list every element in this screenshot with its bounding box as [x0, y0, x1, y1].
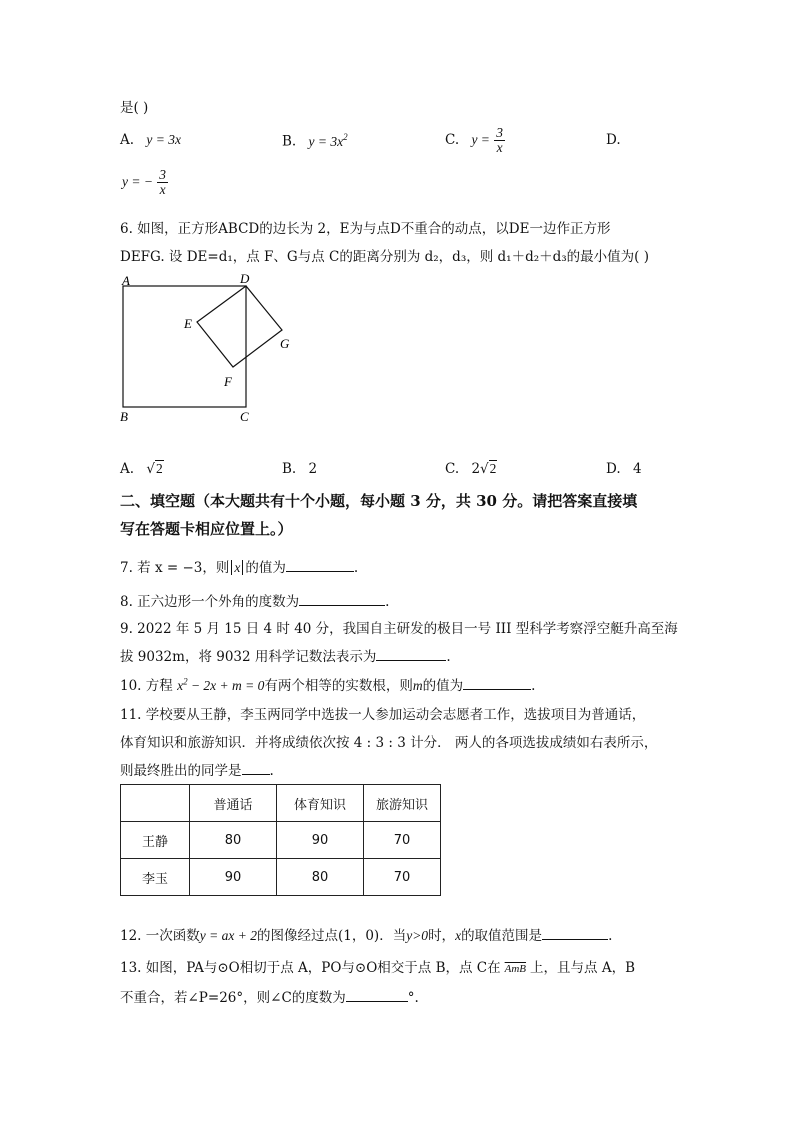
- q5-option-d-label: D.: [606, 132, 621, 148]
- q6-option-d-label: D.: [606, 461, 621, 477]
- q12: [120, 924, 612, 944]
- q11-line3: [120, 759, 274, 779]
- q11-line1: 11. 学校要从王静，李玉两同学中选拔一人参加运动会志愿者工作，选拔项目为普通话，: [120, 707, 646, 723]
- q10-eq-b: − 2x + m = 0: [187, 678, 265, 693]
- q11-line3-text: 则最终胜出的同学是: [120, 763, 242, 779]
- section2-title-line1: 二、填空题（本大题共有十个小题，每小题 3 分，共 30 分。请把答案直接填: [120, 492, 638, 510]
- q9-answer-blank[interactable]: [376, 648, 446, 661]
- q5-option-a-expr: y = 3x: [146, 132, 181, 147]
- q6-line1: 6. 如图，正方形ABCD的边长为 2，E为与点D不重合的动点，以DE一边作正方形: [120, 221, 611, 237]
- q13-line1: [120, 956, 635, 976]
- section2-title-line2: 写在答题卡相应位置上。）: [120, 520, 293, 538]
- q12-answer-blank[interactable]: [542, 927, 608, 940]
- q13-end: °.: [407, 990, 419, 1006]
- table-cell: 80: [277, 859, 364, 896]
- q10-eq-a: x: [177, 678, 184, 693]
- table-cell: 90: [190, 859, 277, 896]
- q7-end: .: [353, 560, 359, 576]
- label-b: B: [120, 409, 128, 424]
- q6-line2: DEFG. 设 DE=d₁，点 F、G与点 C的距离分别为 d₂，d₃，则 d₁＋d₂＋d₃的最小值为( ): [120, 249, 650, 265]
- q12-pre: 12. 一次函数: [120, 928, 200, 944]
- q6-option-a: [120, 461, 164, 477]
- q6-option-c-coef: 2: [471, 461, 481, 477]
- table-cell: 70: [364, 822, 441, 859]
- q9-line2: [120, 645, 451, 665]
- q5-option-d-lhs: y = −: [122, 174, 153, 190]
- label-c: C: [240, 409, 249, 424]
- q5-option-b-label: B.: [282, 133, 297, 150]
- q13-line2: [120, 986, 419, 1006]
- q7-answer-blank[interactable]: [286, 559, 354, 572]
- q5-option-a: [120, 132, 181, 148]
- label-f: F: [224, 374, 232, 389]
- q7-post: 的值为: [245, 560, 286, 576]
- q6-option-a-rad: 2: [155, 461, 163, 476]
- table-cell: 70: [364, 859, 441, 896]
- q13-answer-blank[interactable]: [346, 989, 408, 1002]
- q5-option-b: [282, 132, 348, 150]
- q10-post: 的值为: [422, 678, 464, 694]
- q5-option-c-lhs: y =: [471, 132, 490, 148]
- square-defg: [197, 286, 282, 367]
- table-cell: 王静: [121, 822, 190, 859]
- q5-option-c-fraction: [494, 126, 505, 155]
- table-header-cell: 普通话: [190, 785, 277, 822]
- table-header-cell: [121, 785, 190, 822]
- q10: [120, 674, 535, 694]
- q6-option-c-sqrt: √2: [480, 461, 497, 477]
- label-g: G: [280, 336, 290, 351]
- q8: [120, 590, 389, 610]
- q13-arc: $\overline{AmB}$: [504, 963, 527, 975]
- q11-line2: 体育知识和旅游知识．并将成绩依次按 4 : 3 : 3 计分． 两人的各项选拔成绩如右表所示，: [120, 735, 658, 751]
- q10-answer-blank[interactable]: [463, 677, 531, 690]
- q6-option-c-rad: 2: [489, 461, 497, 476]
- q7-pre: 7. 若 x = −3，则: [120, 560, 230, 576]
- table-cell: 80: [190, 822, 277, 859]
- q7: [120, 556, 358, 576]
- score-table: [120, 784, 441, 896]
- table-header-cell: 旅游知识: [364, 785, 441, 822]
- q5-option-c-den: x: [496, 140, 503, 156]
- label-a: A: [122, 273, 130, 288]
- table-row: [121, 859, 441, 896]
- q5-option-a-label: A.: [120, 132, 135, 148]
- q13-line1-post: 上，且与点 A，B: [530, 960, 635, 976]
- q6-option-b-val: 2: [308, 461, 318, 477]
- q13-line1-pre: 13. 如图，PA与⊙O相切于点 A，PO与⊙O相交于点 B，点 C在: [120, 960, 501, 976]
- q12-mid2: 时，: [428, 928, 456, 944]
- q5-option-d-den: x: [159, 182, 166, 198]
- q8-answer-blank[interactable]: [299, 593, 385, 606]
- q6-option-c-label: C.: [445, 461, 460, 477]
- label-d: D: [240, 271, 250, 286]
- q5-option-c-num: 3: [496, 125, 503, 140]
- q12-mid: 的图像经过点(1，0)．当: [256, 928, 407, 944]
- q10-eq-exp: 2: [183, 676, 188, 687]
- q5-option-d-fraction: [157, 168, 168, 197]
- q6-option-d: [606, 461, 642, 477]
- q13-line2-text: 不重合，若∠P=26°，则∠C的度数为: [120, 990, 346, 1006]
- q9-line2-text: 拔 9032m，将 9032 用科学记数法表示为: [120, 649, 377, 665]
- q5-option-b-exp: 2: [343, 132, 348, 142]
- table-cell: 90: [277, 822, 364, 859]
- q10-var: m: [412, 678, 423, 693]
- q6-figure: [112, 270, 302, 430]
- q6-option-c: [445, 461, 497, 477]
- q5-option-c: [445, 126, 505, 155]
- q8-text: 8. 正六边形一个外角的度数为: [120, 594, 300, 610]
- q12-func: y = ax + 2: [199, 928, 257, 943]
- q5-option-d-expr: [122, 168, 168, 197]
- q6-option-b: [282, 461, 317, 477]
- q8-end: .: [385, 594, 390, 610]
- q5-option-b-expr: y = 3x: [308, 133, 344, 149]
- q10-pre: 10. 方程: [120, 678, 173, 694]
- q12-end: .: [608, 928, 613, 944]
- table-row: [121, 822, 441, 859]
- label-e: E: [184, 316, 192, 331]
- q6-option-d-val: 4: [632, 461, 642, 477]
- q11-answer-blank[interactable]: [242, 762, 270, 775]
- q12-post: 的取值范围是: [461, 928, 543, 944]
- q10-end: .: [531, 678, 536, 694]
- q7-abs: x: [231, 560, 243, 575]
- q6-option-a-label: A.: [120, 461, 135, 477]
- q11-end: .: [269, 763, 274, 779]
- q6-option-b-label: B.: [282, 461, 297, 477]
- q5-option-c-label: C.: [445, 132, 460, 149]
- table-header-row: [121, 785, 441, 822]
- q6-option-a-sqrt: √2: [146, 461, 163, 477]
- table-cell: 李玉: [121, 859, 190, 896]
- table-header-cell: 体育知识: [277, 785, 364, 822]
- q5-option-d-num: 3: [159, 167, 167, 182]
- q5-tail: 是( ): [120, 100, 149, 116]
- q10-mid: 有两个相等的实数根，则: [264, 678, 413, 694]
- q12-cond: y>0: [406, 928, 429, 943]
- q9-line1: 9. 2022 年 5 月 15 日 4 时 40 分，我国自主研发的极目一号 III 型科学考察浮空艇升高至海: [120, 621, 678, 637]
- q12-var: x: [455, 928, 462, 943]
- q9-end: .: [446, 649, 451, 665]
